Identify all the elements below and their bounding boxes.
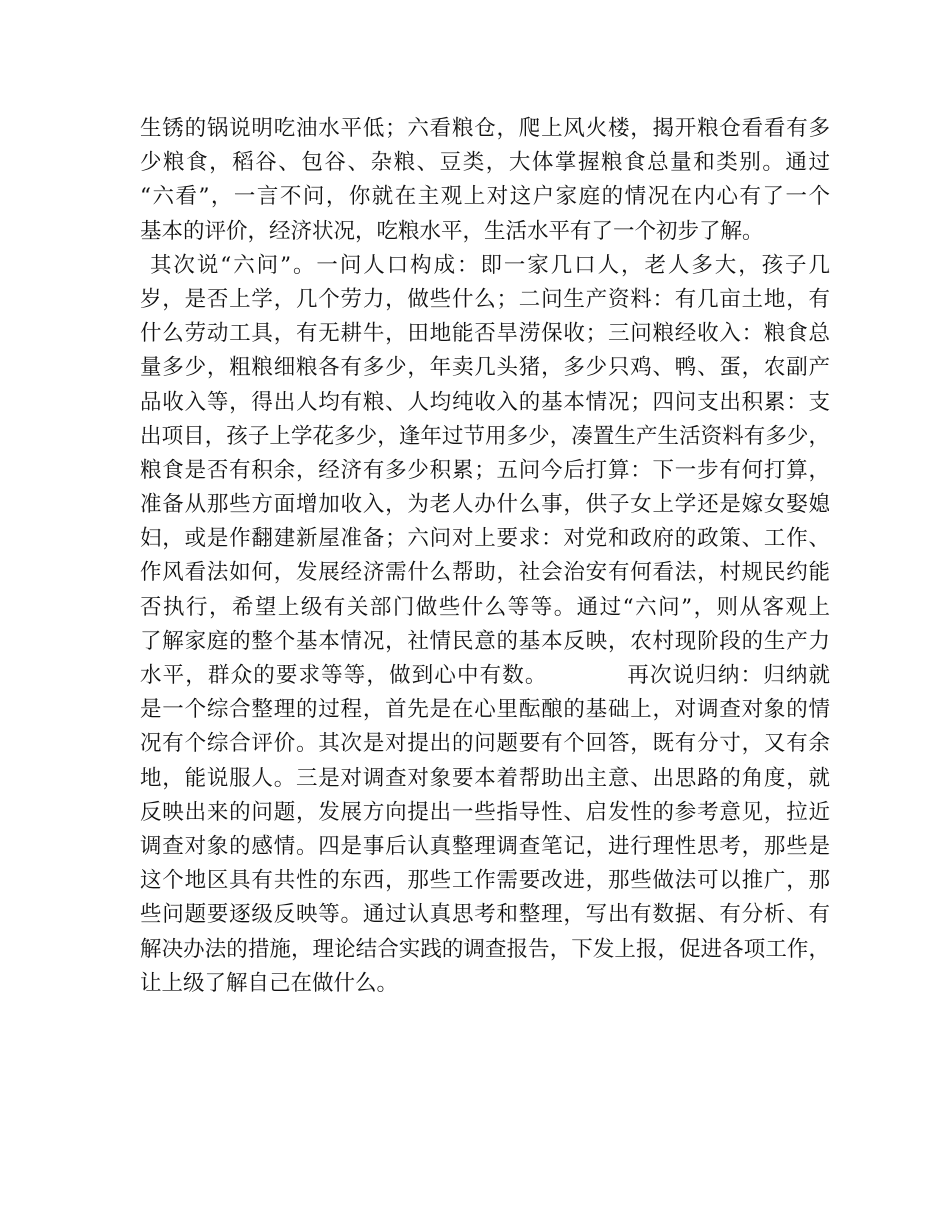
text-line: 让上级了解自己在做什么。: [140, 970, 399, 996]
text-line: 调查对象的感情。四是事后认真整理调查笔记，进行理性思考，那些是: [140, 833, 830, 859]
text-line: 妇，或是作翻建新屋准备；六问对上要求：对党和政府的政策、工作、: [140, 526, 830, 552]
text-line: 岁，是否上学，几个劳力，做些什么；二问生产资料：有几亩土地，有: [140, 286, 830, 312]
text-line: 地，能说服人。三是对调查对象要本着帮助出主意、出思路的角度，就: [140, 765, 830, 791]
text-line: 否执行，希望上级有关部门做些什么等等。通过“六问”，则从客观上: [140, 594, 830, 620]
text-line: 出项目，孩子上学花多少，逢年过节用多少，凑置生产生活资料有多少，: [140, 423, 830, 449]
text-line: 品收入等，得出人均有粮、人均纯收入的基本情况；四问支出积累：支: [140, 389, 830, 415]
text-line: 了解家庭的整个基本情况，社情民意的基本反映，农村现阶段的生产力: [140, 628, 830, 654]
body-text: [140, 112, 830, 1001]
text-line: 水平，群众的要求等等，做到心中有数。 再次说归纳：归纳就: [140, 663, 830, 688]
text-line: 些问题要逐级反映等。通过认真思考和整理，写出有数据、有分析、有: [140, 902, 830, 928]
text-line: 什么劳动工具，有无耕牛，田地能否旱涝保收；三问粮经收入：粮食总: [140, 321, 830, 347]
text-line: “六看”，一言不问，你就在主观上对这户家庭的情况在内心有了一个: [140, 184, 830, 210]
text-line: 反映出来的问题，发展方向提出一些指导性、启发性的参考意见，拉近: [140, 799, 830, 825]
text-line: 量多少，粗粮细粮各有多少，年卖几头猪，多少只鸡、鸭、蛋，农副产: [140, 355, 830, 381]
text-line: 其次说“六问”。一问人口构成：即一家几口人，老人多大，孩子几: [150, 252, 830, 278]
text-line: 解决办法的措施，理论结合实践的调查报告，下发上报，促进各项工作，: [140, 936, 830, 962]
text-line: 况有个综合评价。其次是对提出的问题要有个回答，既有分寸，又有余: [140, 731, 830, 757]
text-line: 生锈的锅说明吃油水平低；六看粮仓，爬上风火楼，揭开粮仓看看有多: [140, 116, 830, 141]
text-line: 准备从那些方面增加收入，为老人办什么事，供子女上学还是嫁女娶媳: [140, 492, 830, 518]
text-line: 基本的评价，经济状况，吃粮水平，生活水平有了一个初步了解。: [140, 218, 764, 244]
text-line: 作风看法如何，发展经济需什么帮助，社会治安有何看法，村规民约能: [140, 560, 830, 586]
text-line: 这个地区具有共性的东西，那些工作需要改进，那些做法可以推广，那: [140, 868, 830, 894]
text-line: 粮食是否有积余，经济有多少积累；五问今后打算：下一步有何打算，: [140, 457, 830, 483]
text-line: 是一个综合整理的过程，首先是在心里酝酿的基础上，对调查对象的情: [140, 697, 830, 723]
text-line: 少粮食，稻谷、包谷、杂粮、豆类，大体掌握粮食总量和类别。通过: [140, 150, 830, 176]
